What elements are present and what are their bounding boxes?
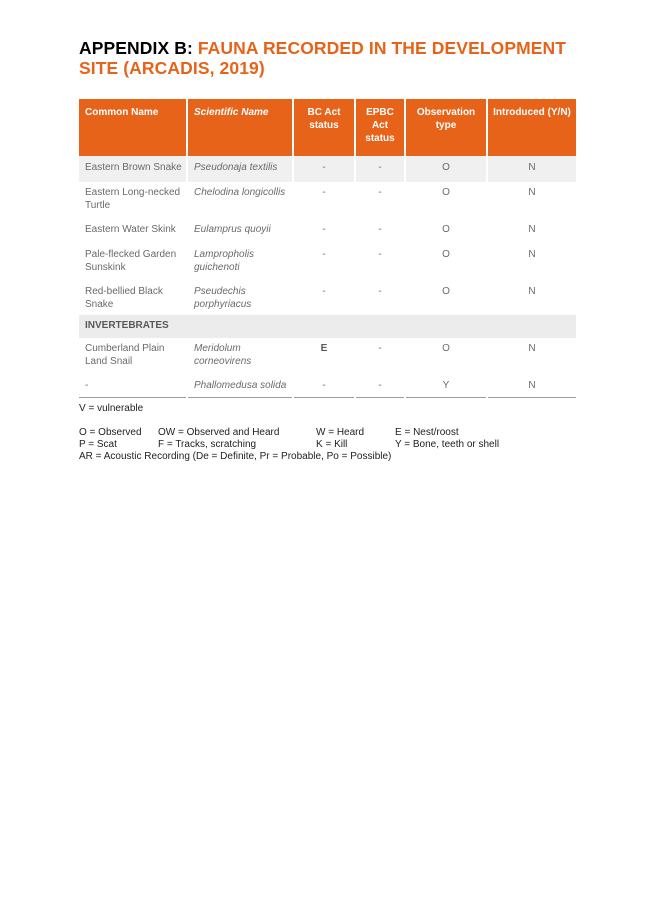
- introduced-cell: N: [528, 187, 536, 198]
- table-row: [79, 244, 576, 281]
- header-common-name: Common Name: [79, 99, 186, 156]
- table-row: [79, 219, 576, 244]
- table-row: [79, 156, 576, 182]
- bc-status-cell: -: [322, 224, 326, 235]
- common-name-cell: Eastern Water Skink: [85, 224, 176, 235]
- epbc-status-cell: -: [378, 187, 382, 198]
- common-name-cell: Eastern Long-necked Turtle: [85, 187, 181, 211]
- introduced-cell: N: [488, 375, 576, 398]
- observation-cell: O: [442, 286, 450, 297]
- common-name-cell: Eastern Brown Snake: [79, 156, 186, 182]
- scientific-name-cell: Eulamprus quoyii: [194, 224, 271, 235]
- observation-cell: O: [442, 249, 450, 260]
- bc-status-cell: -: [322, 187, 326, 198]
- introduced-cell: N: [528, 343, 536, 354]
- introduced-cell: N: [528, 249, 536, 260]
- fauna-table: [77, 99, 578, 398]
- legend-bone: Y = Bone, teeth or shell: [395, 439, 500, 450]
- table-row: [79, 182, 576, 219]
- legend-nest-roost: E = Nest/roost: [395, 427, 459, 438]
- scientific-name-cell: Lampropholis guichenoti: [194, 249, 255, 273]
- table-row: [79, 375, 576, 398]
- legend-vulnerable: V = vulnerable: [79, 403, 144, 414]
- epbc-status-cell: -: [378, 343, 382, 354]
- legend-observed-heard: OW = Observed and Heard: [158, 427, 280, 438]
- legend-scat: P = Scat: [79, 439, 117, 450]
- title-line1: FAUNA RECORDED IN THE DEVELOPMENT: [197, 38, 567, 58]
- header-bc-act: BC Act status: [294, 99, 354, 156]
- bc-status-cell: -: [294, 375, 354, 398]
- legend-acoustic: AR = Acoustic Recording (De = Definite, Pr = Probable, Po = Possible): [79, 451, 392, 462]
- legend-heard: W = Heard: [316, 427, 365, 438]
- title-line2: SITE (ARCADIS, 2019): [79, 58, 265, 78]
- epbc-status-cell: -: [378, 286, 382, 297]
- bc-status-cell: -: [322, 249, 326, 260]
- introduced-cell: N: [528, 286, 536, 297]
- observation-cell: O: [442, 187, 450, 198]
- scientific-name-cell: Pseudonaja textilis: [188, 156, 292, 182]
- observation-cell: Y: [406, 375, 486, 398]
- title-prefix: APPENDIX B:: [79, 38, 198, 58]
- common-name-cell: Red-bellied Black Snake: [85, 286, 163, 310]
- legend-observed: O = Observed: [79, 427, 142, 438]
- scientific-name-cell: Chelodina longicollis: [194, 187, 286, 198]
- table-row: [79, 281, 576, 315]
- legend-kill: K = Kill: [316, 439, 348, 450]
- epbc-status-cell: -: [378, 224, 382, 235]
- introduced-cell: N: [528, 224, 536, 235]
- observation-cell: O: [442, 343, 450, 354]
- legend-tracks: F = Tracks, scratching: [158, 439, 257, 450]
- introduced-cell: N: [488, 156, 576, 182]
- scientific-name-cell: Meridolum corneovirens: [194, 343, 252, 367]
- common-name-cell: Pale-flecked Garden Sunskink: [85, 249, 177, 273]
- header-introduced: Introduced (Y/N): [488, 99, 576, 156]
- common-name-cell: Cumberland Plain Land Snail: [85, 343, 165, 367]
- invertebrates-group-label: INVERTEBRATES: [79, 315, 576, 338]
- common-name-cell: -: [79, 375, 186, 398]
- header-observation-type: Observation type: [406, 99, 486, 156]
- group-header-row: [79, 315, 576, 338]
- header-epbc-act: EPBC Act status: [356, 99, 404, 156]
- epbc-status-cell: -: [356, 375, 404, 398]
- epbc-status-cell: -: [356, 156, 404, 182]
- table-header-row: [79, 99, 576, 156]
- page-title: [79, 38, 579, 78]
- header-scientific-name: Scientific Name: [188, 99, 292, 156]
- scientific-name-cell: Pseudechis porphyriacus: [194, 286, 252, 310]
- observation-cell: O: [442, 224, 450, 235]
- bc-status-cell: -: [322, 286, 326, 297]
- bc-status-cell: -: [294, 156, 354, 182]
- observation-cell: O: [406, 156, 486, 182]
- scientific-name-cell: Phallomedusa solida: [188, 375, 292, 398]
- table-row: [79, 338, 576, 375]
- bc-status-cell: E: [320, 343, 328, 354]
- epbc-status-cell: -: [378, 249, 382, 260]
